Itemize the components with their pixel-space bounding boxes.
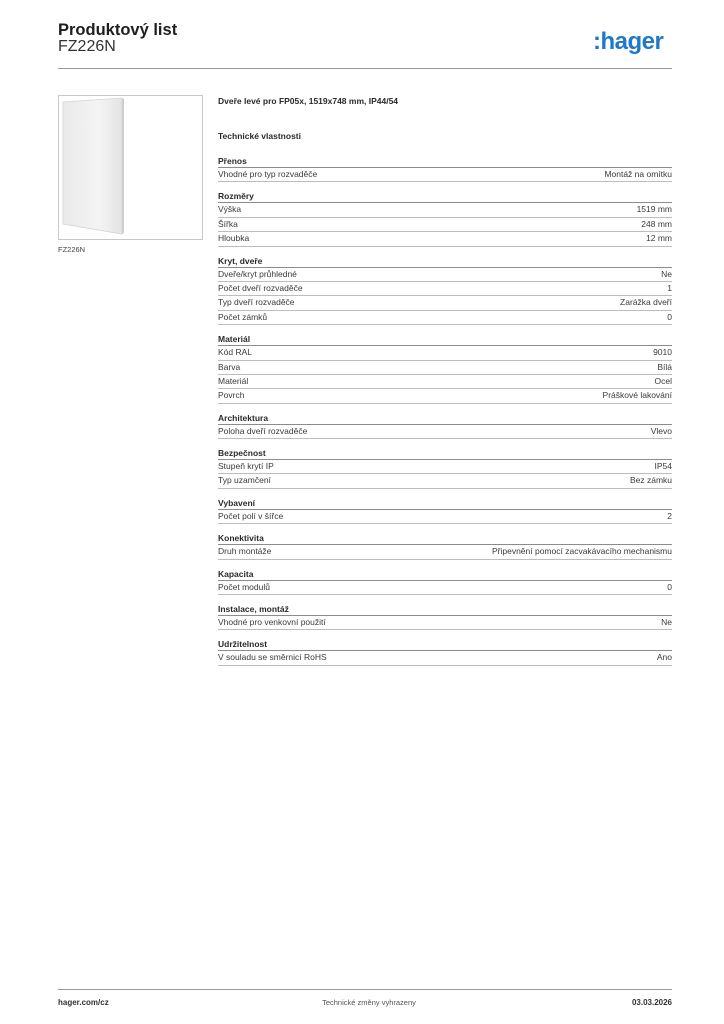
spec-row: [218, 268, 672, 282]
spec-row: [218, 346, 672, 360]
spec-row: [218, 651, 672, 665]
spec-group-title: Vybavení: [218, 497, 672, 510]
spec-value: Připevnění pomocí zacvakávacího mechanismu: [491, 546, 672, 557]
spec-value: Bílá: [657, 361, 672, 372]
spec-label: Počet modulů: [218, 581, 270, 592]
spec-value: 1519 mm: [636, 204, 672, 215]
spec-label: Vhodné pro typ rozvaděče: [218, 169, 318, 179]
spec-value: 2: [667, 510, 672, 521]
product-code: FZ226N: [58, 38, 116, 55]
spec-group: [218, 255, 672, 326]
technical-properties-heading: Technické vlastnosti: [218, 131, 301, 141]
spec-group: [218, 190, 672, 246]
spec-group-title: Kapacita: [218, 568, 672, 581]
spec-label: Počet dveří rozvaděče: [218, 282, 303, 293]
product-description: Dveře levé pro FP05x, 1519x748 mm, IP44/54: [218, 96, 399, 106]
spec-value: 1: [667, 282, 672, 293]
spec-row: [218, 168, 672, 182]
spec-value: 9010: [653, 347, 672, 358]
spec-group: [218, 568, 672, 595]
spec-label: Šířka: [218, 218, 238, 229]
spec-row: [218, 460, 672, 474]
spec-group: [218, 497, 672, 524]
spec-value: Bez zámku: [629, 475, 672, 486]
spec-group: [218, 447, 672, 489]
page-title: Produktový list: [58, 21, 178, 39]
spec-row: [218, 425, 672, 439]
spec-label: Povrch: [218, 390, 245, 401]
spec-group-title: Udržitelnost: [218, 638, 672, 651]
spec-value: Ne: [661, 617, 672, 628]
spec-row: [218, 389, 672, 403]
spec-row: [218, 581, 672, 595]
spec-row: [218, 375, 672, 389]
spec-group-title: Architektura: [218, 412, 672, 425]
spec-row: [218, 203, 672, 217]
spec-group-title: Přenos: [218, 155, 672, 168]
spec-label: Dveře/kryt průhledné: [218, 268, 297, 279]
spec-row: [218, 218, 672, 232]
spec-group-title: Kryt, dveře: [218, 255, 672, 268]
spec-label: Vhodné pro venkovní použití: [218, 617, 326, 628]
spec-row: [218, 311, 672, 325]
spec-group: [218, 638, 672, 665]
spec-label: Stupeň krytí IP: [218, 461, 274, 472]
spec-label: Typ dveří rozvaděče: [218, 297, 295, 308]
spec-value: IP54: [654, 461, 672, 472]
spec-value: 0: [667, 311, 672, 322]
spec-row: [218, 545, 672, 559]
spec-value: Ne: [661, 268, 672, 279]
spec-label: Hloubka: [218, 233, 250, 244]
hager-logo: :hager: [593, 28, 664, 55]
spec-label: Počet polí v šířce: [218, 510, 284, 521]
spec-value: Práškové lakování: [602, 390, 672, 401]
spec-value: Ocel: [654, 375, 672, 386]
spec-value: 248 mm: [641, 218, 672, 229]
spec-row: [218, 232, 672, 246]
spec-group: [218, 603, 672, 630]
spec-label: Poloha dveří rozvaděče: [218, 425, 308, 436]
spec-group: [218, 155, 672, 182]
spec-table: [218, 155, 672, 674]
header-divider: [58, 68, 672, 69]
spec-group-title: Materiál: [218, 333, 672, 346]
spec-group-title: Rozměry: [218, 190, 672, 203]
spec-group: [218, 333, 672, 404]
product-image-frame: [58, 95, 203, 240]
spec-value: Zarážka dveří: [620, 297, 672, 308]
spec-group-title: Bezpečnost: [218, 447, 672, 460]
spec-group: [218, 532, 672, 559]
door-panel-image: [59, 96, 202, 239]
footer-website: hager.com/cz: [58, 998, 109, 1007]
spec-group-title: Konektivita: [218, 532, 672, 545]
spec-row: [218, 361, 672, 375]
footer-notice: Technické změny vyhrazeny: [322, 998, 416, 1007]
spec-label: Materiál: [218, 375, 249, 386]
image-caption: FZ226N: [58, 245, 86, 254]
spec-row: [218, 474, 672, 488]
spec-label: Výška: [218, 204, 242, 215]
spec-row: [218, 616, 672, 630]
spec-label: Druh montáže: [218, 546, 272, 557]
spec-row: [218, 296, 672, 310]
footer-divider: [58, 989, 672, 990]
spec-row: [218, 510, 672, 524]
spec-label: V souladu se směrnicí RoHS: [218, 652, 327, 663]
footer-date: 03.03.2026: [631, 998, 672, 1007]
spec-label: Kód RAL: [218, 347, 253, 358]
spec-value: 12 mm: [646, 233, 672, 244]
spec-value: Ano: [656, 652, 672, 663]
spec-label: Barva: [218, 361, 241, 372]
spec-label: Typ uzamčení: [218, 475, 271, 486]
spec-group: [218, 412, 672, 439]
spec-row: [218, 282, 672, 296]
spec-label: Počet zámků: [218, 311, 268, 322]
spec-value: Montáž na omítku: [604, 169, 672, 179]
spec-value: Vlevo: [650, 425, 672, 436]
spec-value: 0: [667, 581, 672, 592]
spec-group-title: Instalace, montáž: [218, 603, 672, 616]
